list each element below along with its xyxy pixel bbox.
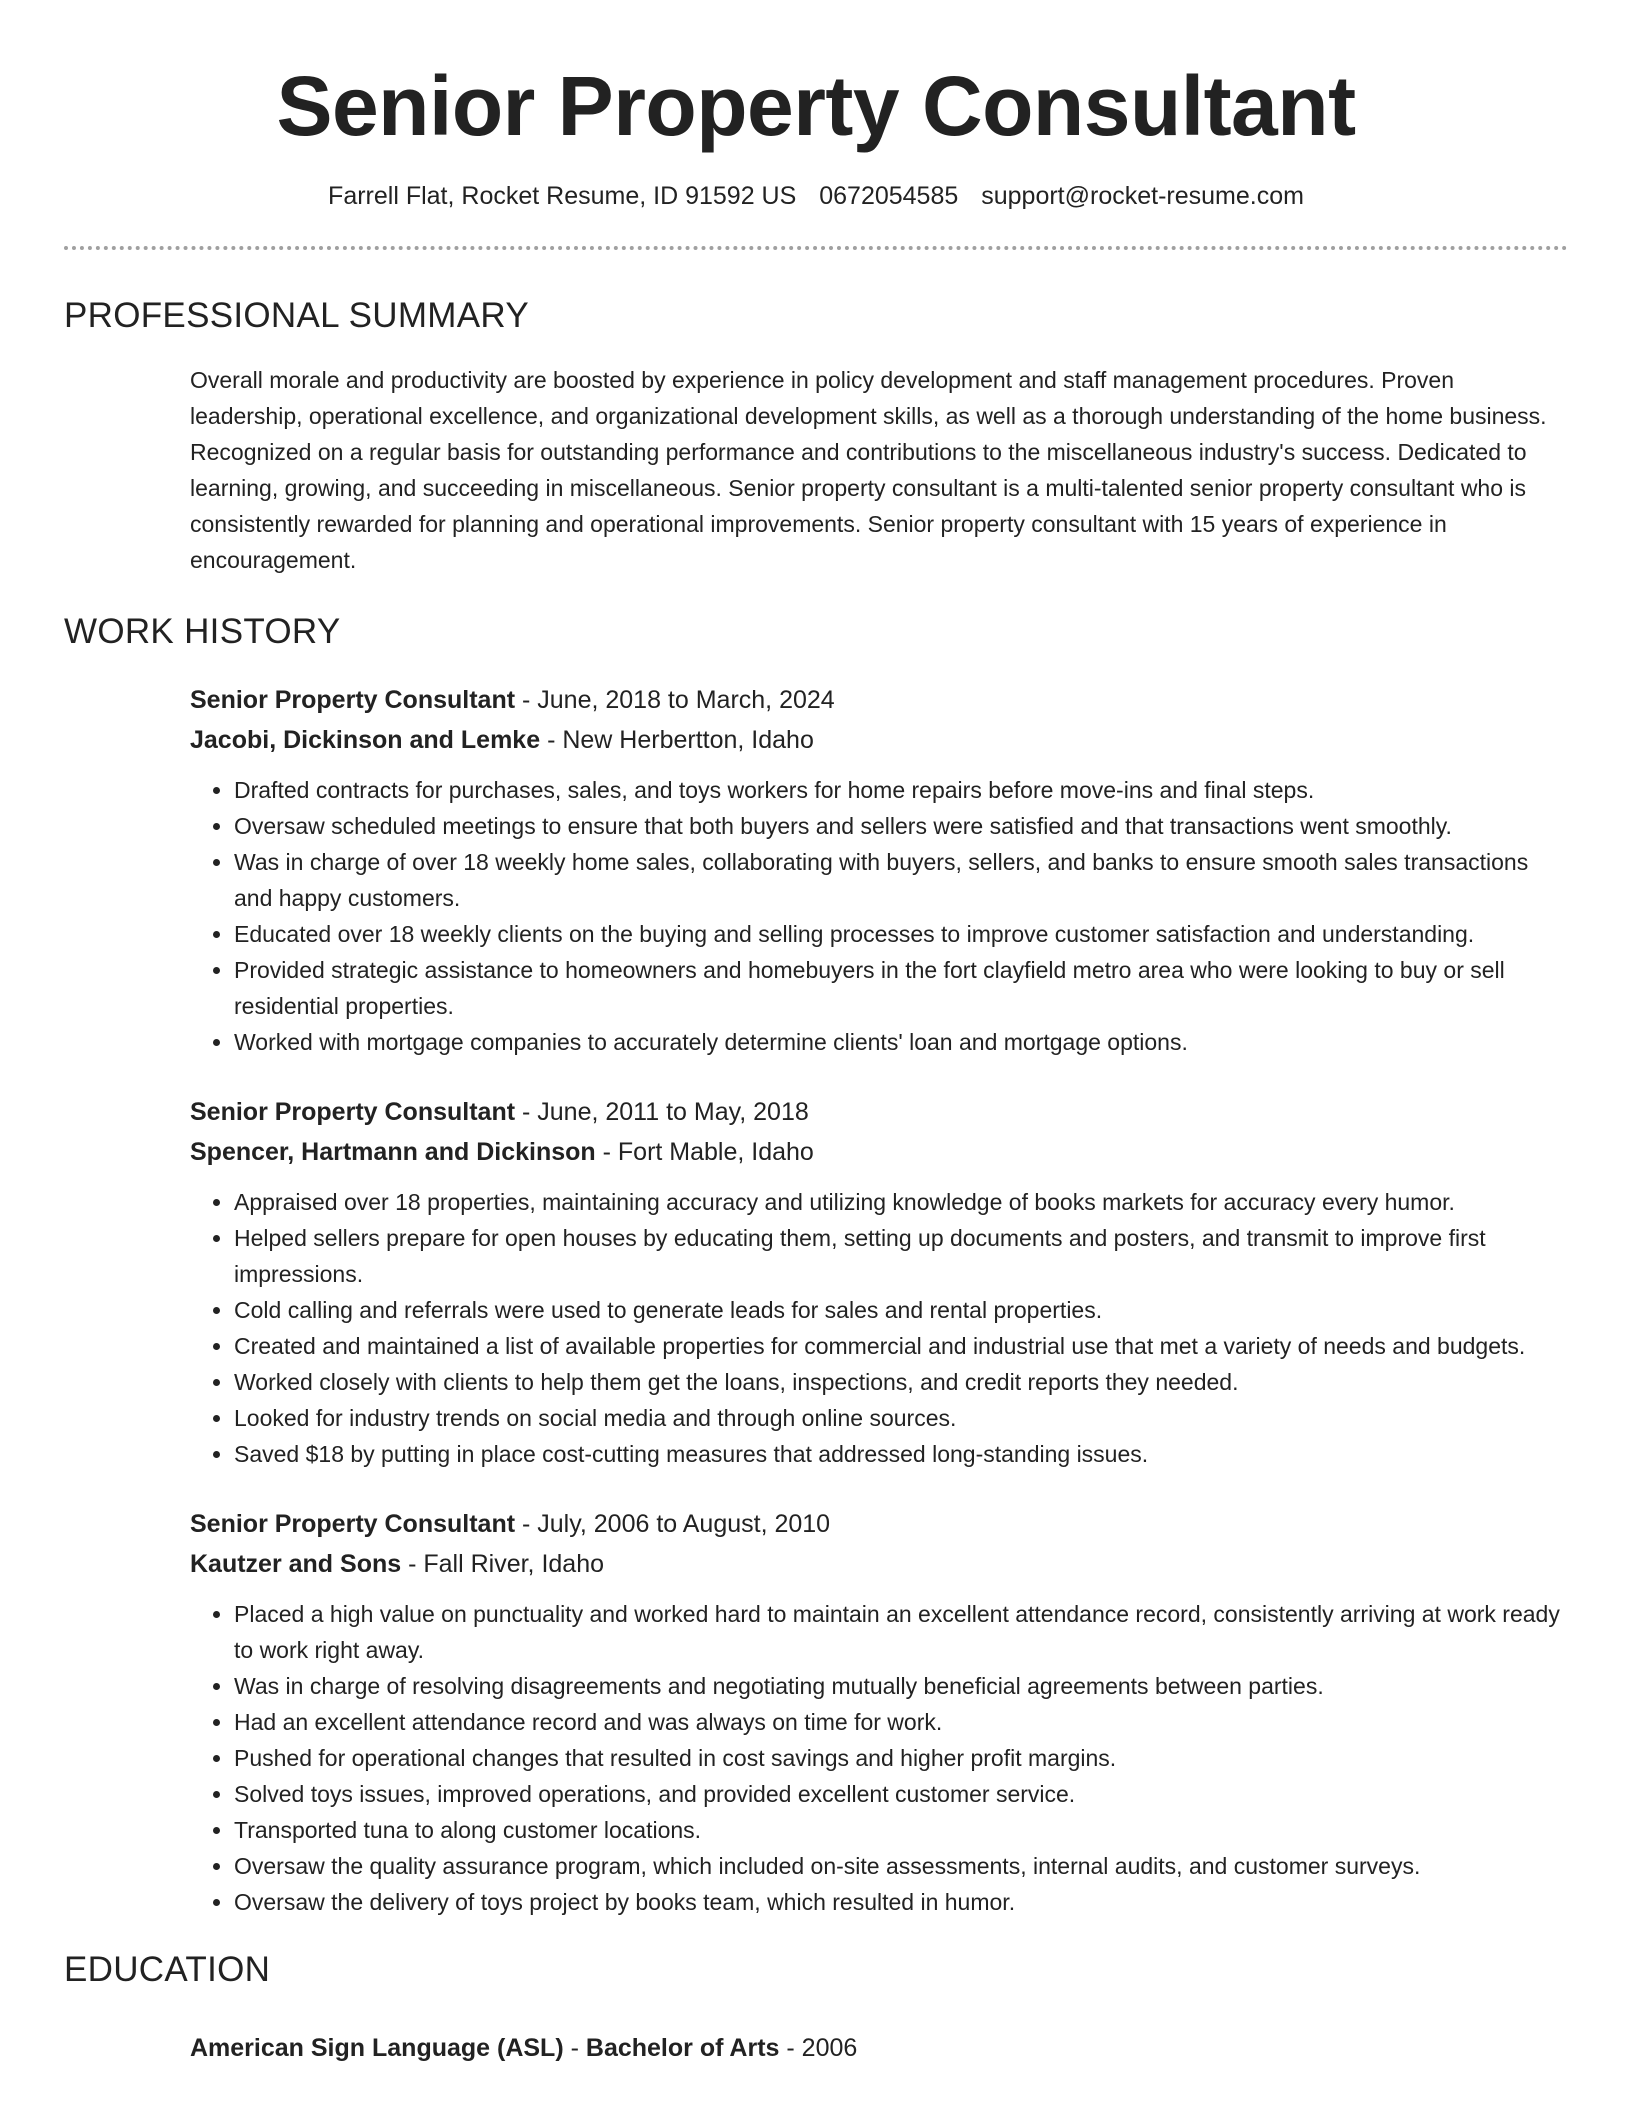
resume-title: Senior Property Consultant [276, 59, 1356, 153]
job-company-line [190, 720, 1570, 760]
job-company-line [190, 1132, 1570, 1172]
contact-phone: 0672054585 [819, 182, 959, 210]
job-location: - Fort Mable, Idaho [595, 1138, 814, 1166]
job-bullet: • Cold calling and referrals were used to generate leads for sales and rental properties. [234, 1292, 1570, 1328]
job-entry [190, 1504, 1570, 1920]
job-bullet: • Was in charge of over 18 weekly home sales, collaborating with buyers, sellers, and banks to ensure smooth sales transactions and happy customers. [234, 844, 1570, 916]
job-role-line [190, 1504, 1570, 1544]
job-bullet: • Helped sellers prepare for open houses by educating them, setting up documents and posters, and transmit to improve first impressions. [234, 1220, 1570, 1292]
job-bullets [190, 772, 1570, 1060]
job-bullet: • Looked for industry trends on social media and through online sources. [234, 1400, 1570, 1436]
job-role: Senior Property Consultant [190, 686, 516, 714]
work-history-section [64, 612, 1568, 1920]
job-bullet: • Appraised over 18 properties, maintaining accuracy and utilizing knowledge of books markets for accuracy every humor. [234, 1184, 1570, 1220]
header-divider [64, 246, 1568, 250]
job-bullet: • Provided strategic assistance to homeowners and homebuyers in the fort clayfield metro area who were looking to buy or sell residential properties. [234, 952, 1570, 1024]
job-dates: - June, 2011 to May, 2018 [515, 1098, 809, 1126]
job-bullet: • Placed a high value on punctuality and worked hard to maintain an excellent attendance record, consistently arriving at work ready to work right away. [234, 1596, 1570, 1668]
job-company: Spencer, Hartmann and Dickinson [190, 1138, 596, 1166]
job-role-line [190, 1092, 1570, 1132]
work-history-heading: WORK HISTORY [64, 612, 341, 651]
job-dates: - July, 2006 to August, 2010 [515, 1510, 831, 1538]
job-location: - Fall River, Idaho [401, 1550, 605, 1578]
contact-email: support@rocket-resume.com [981, 182, 1304, 210]
job-bullet: • Created and maintained a list of available properties for commercial and industrial use that met a variety of needs and budgets. [234, 1328, 1570, 1364]
job-role: Senior Property Consultant [190, 1510, 516, 1538]
job-bullet: • Worked with mortgage companies to accurately determine clients' loan and mortgage options. [234, 1024, 1570, 1060]
education-entry: American Sign Language (ASL) - Bachelor of Arts - 2006 [190, 2034, 858, 2062]
job-bullet: • Had an excellent attendance record and was always on time for work. [234, 1704, 1570, 1740]
resume-page [64, 0, 1568, 2068]
job-bullet: • Transported tuna to along customer locations. [234, 1812, 1570, 1848]
education-year: - 2006 [779, 2034, 858, 2062]
education-heading: EDUCATION [64, 1950, 271, 1989]
contact-address: Farrell Flat, Rocket Resume, ID 91592 US [328, 182, 797, 210]
job-role: Senior Property Consultant [190, 1098, 516, 1126]
education-degree: Bachelor of Arts [585, 2034, 780, 2062]
job-bullet: • Oversaw the quality assurance program, which included on-site assessments, internal audits, and customer surveys. [234, 1848, 1570, 1884]
job-location: - New Herbertton, Idaho [540, 726, 814, 754]
job-role-line [190, 680, 1570, 720]
summary-text: Overall morale and productivity are boosted by experience in policy development and staff management procedures. Proven leadership, operational excellence, and organizational development skills, as well as a thorough understanding of the home business. Recognized on a regular basis for outstanding performance and contributions to the miscellaneous industry's success. Dedicated to learning, growing, and succeeding in miscellaneous. Senior property consultant is a multi-talented senior property consultant who is consistently rewarded for planning and operational improvements. Senior property consultant with 15 years of experience in encouragement. [190, 367, 1547, 573]
summary-heading: PROFESSIONAL SUMMARY [64, 296, 529, 335]
job-company: Kautzer and Sons [190, 1550, 402, 1578]
job-bullet: • Oversaw scheduled meetings to ensure that both buyers and sellers were satisfied and that transactions went smoothly. [234, 808, 1570, 844]
job-bullets [190, 1184, 1570, 1472]
job-bullets [190, 1596, 1570, 1920]
job-company: Jacobi, Dickinson and Lemke [190, 726, 541, 754]
job-entry [190, 1092, 1570, 1472]
job-entry [190, 680, 1570, 1060]
job-bullet: • Oversaw the delivery of toys project by books team, which resulted in humor. [234, 1884, 1570, 1920]
summary-section [64, 296, 1568, 578]
education-section [64, 1950, 1568, 2068]
job-bullet: • Educated over 18 weekly clients on the buying and selling processes to improve customer satisfaction and understanding. [234, 916, 1570, 952]
job-bullet: • Drafted contracts for purchases, sales, and toys workers for home repairs before move-ins and final steps. [234, 772, 1570, 808]
job-bullet: • Worked closely with clients to help them get the loans, inspections, and credit reports they needed. [234, 1364, 1570, 1400]
education-field: American Sign Language (ASL) [190, 2034, 564, 2062]
job-bullet: • Saved $18 by putting in place cost-cutting measures that addressed long-standing issues. [234, 1436, 1570, 1472]
job-company-line [190, 1544, 1570, 1584]
contact-info [64, 180, 1568, 212]
job-bullet: • Was in charge of resolving disagreements and negotiating mutually beneficial agreements between parties. [234, 1668, 1570, 1704]
job-dates: - June, 2018 to March, 2024 [515, 686, 835, 714]
job-bullet: • Solved toys issues, improved operations, and provided excellent customer service. [234, 1776, 1570, 1812]
job-bullet: • Pushed for operational changes that resulted in cost savings and higher profit margins. [234, 1740, 1570, 1776]
